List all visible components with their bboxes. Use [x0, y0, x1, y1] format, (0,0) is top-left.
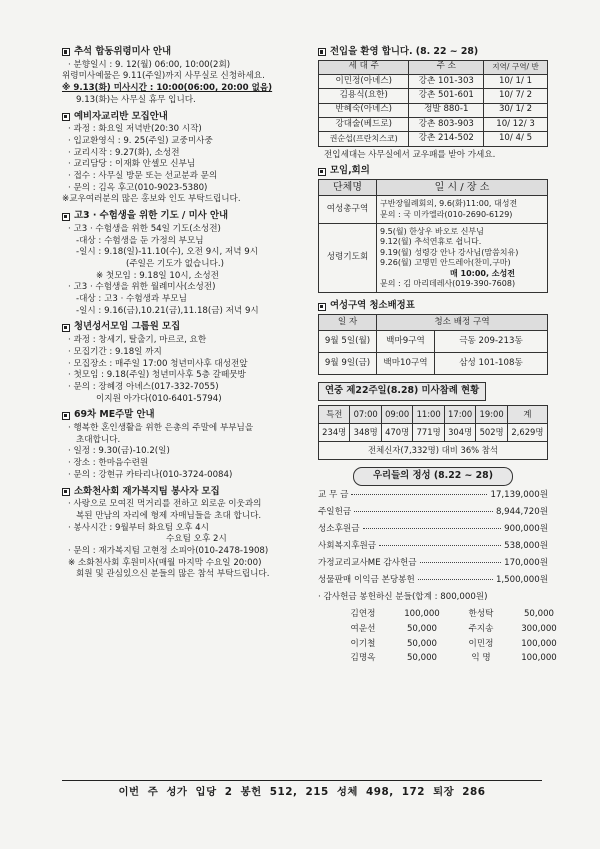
move-in-heading: 전입을 환영 합니다. (8. 22 ~ 28) [318, 46, 548, 59]
hymn-list: 이번 주 성가 입당 2 봉헌 512, 215 성체 498, 172 퇴장 286 [118, 786, 486, 798]
meeting-line: 문의 : 국 미카엘라(010-2690-6129) [380, 209, 513, 219]
table-row [319, 117, 548, 131]
me-notice [62, 409, 307, 481]
offering-item: 사회복지후원금 538,000원 [318, 540, 548, 551]
table-row [319, 132, 548, 146]
me-heading: 69차 ME주말 안내 [62, 409, 307, 422]
table-cell: 강촌 803-903 [409, 117, 484, 131]
donor-name: 익 명 [471, 653, 491, 664]
exam-line: · 고3 · 수험생을 위한 54일 기도(소성전) [68, 223, 221, 234]
table-cell: 극동 209-213동 [435, 331, 548, 353]
table-cell: 강대술(베드로) [319, 117, 409, 131]
column-header: 단체명 [319, 180, 377, 196]
chuseok-line: 9.13(화)는 사무실 휴무 입니다. [76, 94, 196, 105]
meeting-line: 매 10:00, 소성전 [450, 268, 515, 278]
square-bullet-icon [62, 48, 70, 56]
left-column [62, 46, 307, 585]
table-row [319, 423, 548, 441]
welfare-line: 복된 만남의 자리에 형제 자매님들을 초대 합니다. [76, 511, 262, 521]
donor-name: 이민정 [468, 638, 494, 649]
donor-name: 김명옥 [350, 653, 376, 664]
table-cell: 10/ 12/ 3 [484, 117, 548, 131]
donor-amount: 300,000 [521, 624, 557, 635]
table-cell: 2,629명 [507, 423, 547, 441]
catechist-line: · 교리담당 : 이재화 안셀모 신부님 [68, 159, 196, 170]
exam-line: -대상 : 수험생을 둔 가정의 부모님 [76, 235, 204, 246]
me-line: 초대합니다. [76, 434, 121, 445]
move-in-note: 전입세대는 사무실에서 교우패를 받아 가세요. [324, 149, 496, 160]
leader-dots [354, 511, 493, 512]
leader-dots [420, 562, 502, 563]
meeting-line: 구반장월례회의, 9.6(화)11:00, 대성전 [380, 199, 518, 209]
youth-line: · 문의 : 장혜경 아녜스(017-332-7055) [68, 381, 219, 392]
square-bullet-icon [318, 303, 326, 311]
meeting-line: 9.12(월) 추석연휴로 쉽니다. [380, 237, 482, 247]
leader-dots [351, 494, 487, 495]
exam-heading: 고3 · 수험생을 위한 기도 / 미사 안내 [62, 210, 307, 223]
offering-item: 교 무 금 17,139,000원 [318, 489, 548, 500]
table-header-row [319, 180, 548, 196]
offering-item: 주일헌금 8,944,720원 [318, 506, 548, 517]
chuseok-heading: 추석 합동위령미사 안내 [62, 46, 307, 59]
chuseok-mass-time: ※ 9.13(화) 미사시간 : 10:00(06:00, 20:00 없음) [62, 83, 273, 94]
meetings-section [318, 165, 548, 293]
welfare-heading: 소화천사회 재가복지팀 봉사자 모집 [62, 486, 307, 499]
table-cell: 10/ 1/ 1 [484, 74, 548, 88]
column-header: 09:00 [381, 405, 412, 423]
table-row [319, 89, 548, 103]
meeting-line: 문의 : 김 마리데레사(019-390-7608) [380, 278, 516, 288]
catechist-line: · 문의 : 김옥 후고(010-9023-5380) [68, 182, 208, 193]
me-line: · 행복한 혼인생활을 위한 은총의 주말에 부부님을 [68, 423, 254, 434]
table-cell: 강촌 101-303 [409, 74, 484, 88]
donor-amount: 50,000 [406, 653, 438, 664]
square-bullet-icon [62, 412, 70, 420]
column-header: 세 대 주 [319, 60, 409, 74]
table-cell: 502명 [476, 423, 507, 441]
square-bullet-icon [62, 213, 70, 221]
square-bullet-icon [62, 488, 70, 496]
leader-dots [379, 545, 501, 546]
catechist-line: · 과정 : 화요일 저녁반(20:30 시작) [68, 124, 202, 135]
hymn-footer [62, 780, 542, 799]
table-row [319, 441, 548, 459]
column-header: 17:00 [444, 405, 475, 423]
chuseok-line: 위령미사예물은 9.11(주일)까지 사무실로 신청하세요. [62, 71, 265, 82]
welfare-line: ※ 소화천사회 후원미사(매월 마지막 수요일 20:00) [68, 557, 262, 568]
column-header: 청소 배정 구역 [377, 315, 548, 331]
catechist-notice [62, 111, 307, 207]
table-cell: 771명 [413, 423, 444, 441]
table-header-row [319, 315, 548, 331]
meetings-table [318, 179, 548, 293]
table-cell: 백마9구역 [377, 331, 435, 353]
column-header: 주 소 [409, 60, 484, 74]
exam-line: -일시 : 9.16(금),10.21(금),11.18(금) 저녁 9시 [76, 305, 259, 316]
table-cell: 권순섭(프란치스코) [319, 132, 409, 146]
catechist-line: · 입교환영식 : 9. 25(주일) 교중미사중 [68, 136, 213, 146]
table-row [319, 353, 548, 375]
column-header: 계 [507, 405, 547, 423]
table-cell: 이민정(아녜스) [319, 74, 409, 88]
cleaning-table [318, 314, 548, 375]
cleaning-section [318, 300, 548, 375]
table-cell: 김용식(요한) [319, 89, 409, 103]
table-cell: 304명 [444, 423, 475, 441]
table-cell: 강촌 501-601 [409, 89, 484, 103]
youth-line: · 모집기간 : 9.18일 까지 [68, 346, 162, 357]
donor-amount: 50,000 [406, 624, 438, 635]
welfare-line: · 사랑으로 모여진 먹거리를 전하고 외로운 이웃과의 [68, 499, 262, 510]
me-line: · 일정 : 9.30(금)-10.2(일) [68, 446, 170, 457]
thanks-offering-title: · 감사헌금 봉헌하신 분들(합계 : 800,000원) [318, 591, 488, 602]
table-cell: 9월 5일(월) [319, 331, 377, 353]
table-cell: 9월 9일(금) [319, 353, 377, 375]
me-line: · 문의 : 강현규 카타리나(010-3724-0084) [68, 469, 233, 480]
donor-name: 한성탁 [468, 609, 494, 620]
youth-line: · 첫모임 : 9.18(주일) 청년미사후 5층 갈떼뭇방 [68, 370, 246, 381]
table-cell: 234명 [319, 423, 350, 441]
table-row [319, 74, 548, 88]
attendance-section [318, 382, 548, 460]
meetings-heading: 모임,회의 [318, 165, 548, 178]
meeting-details [377, 223, 548, 292]
table-header-row [319, 405, 548, 423]
move-in-table [318, 60, 548, 147]
youth-notice [62, 321, 307, 405]
donor-name: 주지송 [468, 624, 494, 635]
catechist-heading: 예비자교리반 모집안내 [62, 111, 307, 124]
meeting-line: 9.5(월) 한상우 바오로 신부님 [380, 226, 484, 236]
chuseok-line: · 분향일시 : 9. 12(월) 06:00, 10:00(2회) [68, 59, 231, 70]
offering-heading: 우리들의 정성 (8.22 ~ 28) [353, 467, 513, 486]
table-cell: 10/ 7/ 2 [484, 89, 548, 103]
youth-line: · 모집장소 : 매주일 17:00 청년미사후 대성전앞 [68, 358, 248, 369]
welfare-line: 회원 및 관심있으신 분들의 많은 참석 부탁드립니다. [76, 569, 270, 580]
cleaning-heading: 여성구역 청소배정표 [318, 300, 548, 313]
exam-notice [62, 210, 307, 317]
table-cell: 348명 [350, 423, 381, 441]
table-row [319, 196, 548, 224]
exam-line: · 고3 · 수험생을 위한 월례미사(소성전) [68, 282, 216, 293]
offering-item: 성물판매 이익금 본당봉헌 1,500,000원 [318, 574, 548, 585]
group-name: 여성총구역 [319, 196, 377, 224]
square-bullet-icon [318, 48, 326, 56]
donor-amount: 100,000 [521, 653, 557, 664]
welfare-line: · 문의 : 재가복지팀 고현정 소피아(010-2478-1908) [68, 546, 269, 557]
catechist-line: · 교리시작 : 9.27(화), 소성전 [68, 147, 180, 158]
move-in-section [318, 46, 548, 161]
welfare-line: · 봉사시간 : 9월부터 화요팀 오후 4시 [68, 522, 209, 533]
column-header: 07:00 [350, 405, 381, 423]
column-header: 일 자 [319, 315, 377, 331]
catechist-line: · 접수 : 사무실 방문 또는 선교분과 문의 [68, 171, 218, 182]
attendance-heading: 연중 제22주일(8.28) 미사참례 현황 [318, 382, 486, 401]
offering-item: 성소후원금 900,000원 [318, 523, 548, 534]
meeting-details [377, 196, 548, 224]
donor-list [318, 609, 557, 665]
youth-heading: 청년성서모임 그룹원 모집 [62, 321, 307, 334]
table-cell: 10/ 4/ 5 [484, 132, 548, 146]
table-cell: 삼성 101-108동 [435, 353, 548, 375]
leader-dots [363, 528, 502, 529]
exam-line: (주일은 기도가 없습니다.) [126, 258, 224, 269]
donor-name: 김연정 [350, 609, 376, 620]
column-header: 지역/ 구역/ 반 [484, 60, 548, 74]
table-cell: 반혜숙(아녜스) [319, 103, 409, 117]
offering-section [318, 467, 557, 665]
right-column [318, 46, 557, 669]
me-line: · 장소 : 한마음수련원 [68, 458, 149, 469]
table-cell: 정발 880-1 [409, 103, 484, 117]
donor-amount: 100,000 [521, 638, 557, 649]
column-header: 일 시 / 장 소 [377, 180, 548, 196]
exam-line: -대상 : 고3 · 수험생과 부모님 [76, 294, 187, 305]
welfare-line: 수요팀 오후 2시 [166, 534, 227, 545]
column-header: 11:00 [413, 405, 444, 423]
attendance-total: 전체신자(7,332명) 대비 36% 참석 [319, 441, 548, 459]
exam-line: ※ 첫모임 : 9.18일 10시, 소성전 [96, 270, 219, 281]
meeting-line: 9.19(월) 성령강 안나 강사님(맘씀치유) [380, 247, 519, 257]
youth-line: · 과정 : 창세기, 탈출기, 마르코, 요한 [68, 335, 207, 346]
table-cell: 470명 [381, 423, 412, 441]
column-header: 특전 [319, 405, 350, 423]
leader-dots [418, 579, 493, 580]
column-header: 19:00 [476, 405, 507, 423]
square-bullet-icon [62, 324, 70, 332]
table-row [319, 103, 548, 117]
donor-amount: 100,000 [404, 609, 440, 620]
offering-item: 가정교리교사ME 감사헌금 170,000원 [318, 557, 548, 568]
attendance-table [318, 405, 548, 460]
welfare-notice [62, 486, 307, 582]
exam-line: -일시 : 9.18(일)-11.10(수), 오전 9시, 저녁 9시 [76, 247, 259, 258]
table-row [319, 223, 548, 292]
catechist-line: ※교우여러분의 많은 홍보와 인도 부탁드립니다. [62, 194, 241, 205]
donor-name: 이기철 [350, 638, 376, 649]
youth-line: 이지원 아가다(010-6401-5794) [96, 393, 222, 404]
table-cell: 백마10구역 [377, 353, 435, 375]
table-header-row [319, 60, 548, 74]
chuseok-notice [62, 46, 307, 107]
square-bullet-icon [62, 113, 70, 121]
donor-amount: 50,000 [523, 609, 555, 620]
donor-amount: 50,000 [406, 638, 438, 649]
table-cell: 강촌 214-502 [409, 132, 484, 146]
group-name: 성령기도회 [319, 223, 377, 292]
square-bullet-icon [318, 168, 326, 176]
table-cell: 30/ 1/ 2 [484, 103, 548, 117]
meeting-line: 9.26(월) 고명민 안드레아(찬미,구마) [380, 258, 511, 268]
donor-name: 여운선 [350, 624, 376, 635]
table-row [319, 331, 548, 353]
